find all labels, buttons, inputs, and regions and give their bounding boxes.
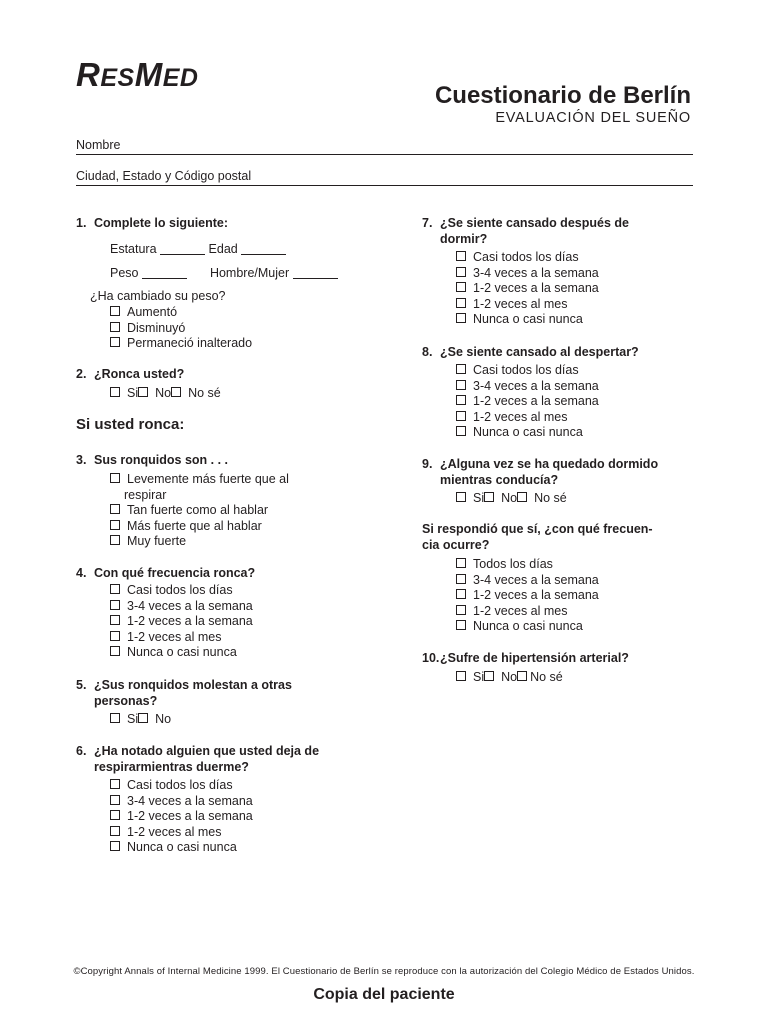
option-item[interactable]: Nunca o casi nunca: [456, 312, 599, 328]
page-title: Cuestionario de Berlín: [434, 82, 691, 109]
question-1: 1. Complete lo siguiente:: [76, 216, 229, 230]
checkbox[interactable]: [110, 795, 120, 805]
question-6: 6. ¿Ha notado alguien que usted deja de respirarmientras duerme?: [76, 744, 320, 774]
page-subtitle: EVALUACIÓN DEL SUEÑO: [495, 110, 691, 126]
q2-options: [110, 386, 221, 402]
option-item[interactable]: Casi todos los días: [456, 363, 599, 379]
q3-options: [110, 472, 289, 550]
option-item[interactable]: 1-2 veces al mes: [456, 410, 599, 426]
checkbox[interactable]: [110, 535, 120, 545]
option-item[interactable]: Nunca o casi nunca: [456, 425, 599, 441]
age-label: Edad: [208, 242, 238, 256]
question-9-followup: Si respondió que sí, ¿con qué frecuen- cia ocurre?: [422, 522, 653, 552]
option-item[interactable]: Si: [456, 670, 484, 684]
checkbox[interactable]: [110, 600, 120, 610]
checkbox[interactable]: [456, 426, 466, 436]
name-field[interactable]: [76, 139, 693, 155]
question-5: 5. ¿Sus ronquidos molestan a otras personas?: [76, 678, 292, 708]
option-item[interactable]: 1-2 veces al mes: [456, 297, 599, 313]
checkbox[interactable]: [484, 671, 494, 681]
checkbox[interactable]: [456, 267, 466, 277]
q6-options: [110, 778, 253, 856]
checkbox[interactable]: [456, 574, 466, 584]
option-item[interactable]: 1-2 veces a la semana: [110, 809, 253, 825]
section-heading: Si usted ronca:: [76, 416, 185, 433]
checkbox[interactable]: [110, 615, 120, 625]
option-item[interactable]: 3-4 veces a la semana: [456, 573, 599, 589]
question-8: 8. ¿Se siente cansado al despertar?: [422, 345, 639, 359]
option-item[interactable]: Nunca o casi nunca: [110, 645, 253, 661]
question-10: 10.¿Sufre de hipertensión arterial?: [422, 651, 629, 665]
city-field[interactable]: [76, 170, 693, 186]
checkbox[interactable]: [456, 282, 466, 292]
checkbox[interactable]: [110, 631, 120, 641]
option-item[interactable]: Si: [110, 712, 138, 726]
q9-options: [456, 491, 567, 507]
height-label: Estatura: [110, 242, 157, 256]
sex-input[interactable]: [293, 278, 338, 279]
option-item[interactable]: Todos los días: [456, 557, 599, 573]
checkbox[interactable]: [138, 713, 148, 723]
q9b-options: [456, 557, 599, 635]
checkbox[interactable]: [110, 306, 120, 316]
checkbox[interactable]: [171, 387, 181, 397]
option-item[interactable]: 1-2 veces al mes: [110, 825, 253, 841]
checkbox[interactable]: [456, 605, 466, 615]
checkbox[interactable]: [456, 411, 466, 421]
option-continuation: respirar: [124, 487, 167, 502]
height-input[interactable]: [160, 254, 205, 255]
option-item[interactable]: Casi todos los días: [110, 778, 253, 794]
option-item[interactable]: No: [138, 386, 171, 400]
option-item[interactable]: Más fuerte que al hablar: [110, 519, 289, 535]
checkbox[interactable]: [456, 380, 466, 390]
height-age-row: [110, 242, 286, 258]
checkbox[interactable]: [110, 646, 120, 656]
question-3: 3. Sus ronquidos son . . .: [76, 453, 229, 467]
option-item[interactable]: Permaneció inalterado: [110, 336, 252, 352]
age-input[interactable]: [241, 254, 286, 255]
copyright-notice: ©Copyright Annals of Internal Medicine 1999. El Cuestionario de Berlín se reproduce con la autorización del Colegio Médico de Estados Unidos.: [73, 966, 695, 977]
option-item[interactable]: Nunca o casi nunca: [456, 619, 599, 635]
checkbox[interactable]: [456, 620, 466, 630]
weight-input[interactable]: [142, 278, 187, 279]
option-item[interactable]: No sé: [171, 386, 221, 400]
option-item[interactable]: Casi todos los días: [110, 583, 253, 599]
city-label: Ciudad, Estado y Código postal: [76, 169, 252, 183]
checkbox[interactable]: [110, 810, 120, 820]
option-item[interactable]: Levemente más fuerte que al: [110, 472, 289, 488]
option-item[interactable]: No: [484, 491, 517, 505]
weight-sex-row: [110, 266, 338, 282]
option-item[interactable]: 3-4 veces a la semana: [456, 266, 599, 282]
option-item[interactable]: No: [138, 712, 171, 726]
checkbox[interactable]: [110, 520, 120, 530]
checkbox[interactable]: [110, 779, 120, 789]
option-item[interactable]: 3-4 veces a la semana: [110, 794, 253, 810]
checkbox[interactable]: [456, 492, 466, 502]
checkbox[interactable]: [484, 492, 494, 502]
option-item[interactable]: No: [484, 670, 517, 684]
checkbox[interactable]: [456, 589, 466, 599]
checkbox[interactable]: [110, 337, 120, 347]
option-item[interactable]: Aumentó: [110, 305, 252, 321]
q4-options: [110, 583, 253, 661]
patient-copy-label: Copia del paciente: [313, 986, 455, 1003]
checkbox[interactable]: [110, 322, 120, 332]
checkbox[interactable]: [110, 473, 120, 483]
checkbox[interactable]: [517, 492, 527, 502]
option-item[interactable]: 1-2 veces al mes: [110, 630, 253, 646]
checkbox[interactable]: [456, 298, 466, 308]
option-item[interactable]: 1-2 veces a la semana: [456, 394, 599, 410]
question-2: 2. ¿Ronca usted?: [76, 367, 185, 381]
option-item[interactable]: Nunca o casi nunca: [110, 840, 253, 856]
checkbox[interactable]: [456, 364, 466, 374]
checkbox[interactable]: [456, 251, 466, 261]
q5-options: [110, 712, 171, 728]
option-item[interactable]: 1-2 veces a la semana: [456, 588, 599, 604]
option-item[interactable]: Casi todos los días: [456, 250, 599, 266]
q1-options: [110, 305, 252, 352]
q10-options: [456, 670, 563, 686]
option-item[interactable]: Disminuyó: [110, 321, 252, 337]
option-item[interactable]: 3-4 veces a la semana: [110, 599, 253, 615]
option-item[interactable]: 1-2 veces al mes: [456, 604, 599, 620]
checkbox[interactable]: [110, 826, 120, 836]
option-item[interactable]: Si: [110, 386, 138, 400]
checkbox[interactable]: [110, 387, 120, 397]
resmed-logo: RESMED: [76, 56, 199, 93]
question-7: 7. ¿Se siente cansado después de dormir?: [422, 216, 629, 246]
option-item[interactable]: 1-2 veces a la semana: [456, 281, 599, 297]
checkbox[interactable]: [110, 713, 120, 723]
checkbox[interactable]: [110, 504, 120, 514]
checkbox[interactable]: [456, 395, 466, 405]
weight-label: Peso: [110, 266, 139, 280]
option-item[interactable]: 3-4 veces a la semana: [456, 379, 599, 395]
checkbox[interactable]: [456, 313, 466, 323]
option-item[interactable]: No sé: [517, 491, 567, 505]
name-label: Nombre: [76, 138, 121, 152]
sex-label: Hombre/Mujer: [209, 266, 290, 280]
weight-change-question: ¿Ha cambiado su peso?: [90, 289, 226, 303]
question-9: 9. ¿Alguna vez se ha quedado dormido mientras conducía?: [422, 457, 659, 487]
option-item[interactable]: Muy fuerte: [110, 534, 289, 550]
checkbox[interactable]: [517, 671, 527, 681]
option-item[interactable]: Tan fuerte como al hablar: [110, 503, 289, 519]
q8-options: [456, 363, 599, 441]
checkbox[interactable]: [138, 387, 148, 397]
checkbox[interactable]: [456, 671, 466, 681]
checkbox[interactable]: [110, 841, 120, 851]
question-4: 4. Con qué frecuencia ronca?: [76, 566, 256, 580]
q7-options: [456, 250, 599, 328]
option-item[interactable]: Si: [456, 491, 484, 505]
option-item[interactable]: 1-2 veces a la semana: [110, 614, 253, 630]
option-item[interactable]: No sé: [517, 670, 563, 684]
checkbox[interactable]: [456, 558, 466, 568]
checkbox[interactable]: [110, 584, 120, 594]
